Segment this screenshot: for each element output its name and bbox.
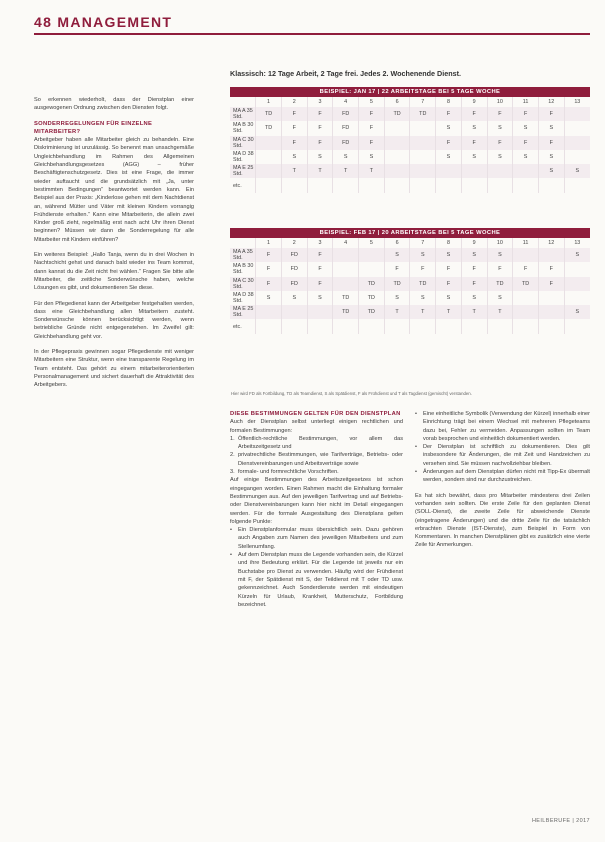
shift-cell: TD [513, 277, 539, 291]
shift-cell: TD [384, 107, 410, 121]
header-rule [34, 33, 590, 35]
shift-cell [384, 150, 410, 164]
shift-cell: T [461, 305, 487, 319]
schedule-table-jan [230, 87, 590, 193]
day-number: 13 [564, 97, 590, 107]
shift-cell: F [256, 277, 282, 291]
shift-cell: S [410, 291, 436, 305]
shift-cell: S [307, 150, 333, 164]
shift-cell [538, 291, 564, 305]
bullet-list [415, 410, 590, 485]
shift-cell [564, 121, 590, 135]
shift-cell [384, 121, 410, 135]
table-row [230, 248, 590, 262]
shift-cell: S [564, 305, 590, 319]
list-item [230, 451, 403, 468]
table-row [230, 262, 590, 276]
shift-cell [333, 262, 359, 276]
shift-cell [333, 277, 359, 291]
row-label: etc. [233, 323, 242, 330]
intro-paragraph: So erkennen wiederholt, dass der Dienstplan einer ausgewogenen Ordnung zwischen den Diensten folgt. [34, 97, 194, 112]
row-label: MA A 35 Std. [230, 107, 256, 121]
shift-cell [538, 248, 564, 262]
shift-cell [256, 164, 282, 178]
table-row [230, 178, 590, 192]
bullet-list [230, 526, 403, 609]
shift-cell [436, 164, 462, 178]
shift-cell [513, 305, 539, 319]
table-row [230, 121, 590, 135]
shift-cell [513, 178, 539, 192]
shift-cell: TD [410, 107, 436, 121]
shift-cell [384, 164, 410, 178]
day-number: 10 [487, 238, 513, 248]
shift-cell: S [487, 291, 513, 305]
shift-cell [564, 136, 590, 150]
shift-cell: F [281, 136, 307, 150]
bullet-item: • Eine einheitliche Symbolik (Verwendung der Kürzel) innerhalb einer Einrichtung trägt bei einem Wechsel mit mehreren Pflegeteams dazu bei, Fehler zu vermeiden. Anpassungen sollten im Team vorab besprochen und einheitlich dokumentiert werden. [415, 410, 590, 443]
section-heading-bestimmungen: DIESE BESTIMMUNGEN GELTEN FÜR DEN DIENSTPLAN [230, 411, 401, 417]
row-label: MA E 25 Std. [230, 305, 256, 319]
shift-cell: S [461, 150, 487, 164]
shift-cell: FD [281, 248, 307, 262]
shift-cell: F [307, 248, 333, 262]
paragraph: Es hat sich bewährt, dass pro Mitarbeiter mindestens drei Zeilen vorhanden sein sollten. Die erste Zeile für den geplanten Dienst (SOLL-Dienst), die zweite Zeile für abweichende Dienste (eingetragene Änderungen) und die dritte Zeile für die tatsächlich erbrachten Dienste (IST-Dienste), zum Beispiel in Form von Kommentaren. In manchen Dienstplänen gibt es zusätzlich eine vierte Zeile für Anmerkungen. [415, 492, 590, 549]
shift-cell [281, 305, 307, 319]
shift-cell: S [461, 248, 487, 262]
shift-cell: F [307, 262, 333, 276]
shift-cell [256, 178, 282, 192]
shift-cell: F [256, 248, 282, 262]
day-number: 8 [436, 97, 462, 107]
schedule-table-feb [230, 228, 590, 334]
shift-cell: F [436, 262, 462, 276]
shift-cell [564, 150, 590, 164]
day-number: 12 [538, 238, 564, 248]
shift-cell: F [436, 277, 462, 291]
shift-cell: S [436, 121, 462, 135]
shift-cell: T [436, 305, 462, 319]
shift-cell: T [384, 305, 410, 319]
paragraph: Auf einige Bestimmungen des Arbeitszeitgesetzes ist schon eingegangen worden. Einen Rahmen macht die Einhaltung formaler Bestimmungen aus. Auf den jeweiligen Tarifvertrag und auf Betriebs- oder Dienstvereinbarungen kann hier nicht im Detail eingegangen werden. Für die formale Ausgestaltung des Dienstplans gelten folgende Punkte: [230, 477, 403, 525]
shift-cell: F [359, 136, 385, 150]
shift-cell [538, 305, 564, 319]
shift-cell [410, 178, 436, 192]
list-item [230, 435, 403, 452]
shift-cell: F [513, 136, 539, 150]
shift-cell [564, 178, 590, 192]
shift-cell: F [436, 107, 462, 121]
shift-cell [410, 164, 436, 178]
shift-cell: S [461, 121, 487, 135]
left-column [34, 96, 194, 390]
day-number: 7 [410, 97, 436, 107]
day-number: 5 [359, 238, 385, 248]
shift-cell [410, 121, 436, 135]
shift-cell [333, 248, 359, 262]
shift-cell: F [513, 262, 539, 276]
day-number: 13 [564, 238, 590, 248]
shift-cell: S [256, 291, 282, 305]
row-label: MA E 25 Std. [230, 164, 256, 178]
shift-cell: TD [384, 277, 410, 291]
shift-cell: S [513, 150, 539, 164]
list-number: 2. [230, 452, 235, 459]
day-number: 4 [333, 97, 359, 107]
shift-cell [538, 178, 564, 192]
page-header-title: 48 MANAGEMENT [34, 14, 173, 30]
middle-column [230, 410, 403, 609]
shift-cell [564, 277, 590, 291]
table-row [230, 319, 590, 333]
shift-cell [256, 150, 282, 164]
shift-cell: F [359, 107, 385, 121]
shift-cell [410, 150, 436, 164]
shift-cell: T [359, 164, 385, 178]
day-number: 9 [461, 238, 487, 248]
shift-cell [307, 319, 333, 333]
shift-cell [384, 319, 410, 333]
shift-cell [564, 262, 590, 276]
shift-cell [461, 319, 487, 333]
shift-cell: F [487, 262, 513, 276]
klassisch-caption: Klassisch: 12 Tage Arbeit, 2 Tage frei. Jedes 2. Wochenende Dienst. [230, 69, 462, 78]
shift-cell: S [410, 248, 436, 262]
shift-cell: S [281, 291, 307, 305]
day-number: 3 [307, 97, 333, 107]
shift-cell [487, 164, 513, 178]
shift-cell [513, 319, 539, 333]
shift-cell: T [307, 164, 333, 178]
day-number: 6 [384, 97, 410, 107]
row-label: MA D 38 Std. [233, 151, 254, 164]
row-label: etc. [233, 182, 242, 189]
shift-cell: FD [333, 107, 359, 121]
row-label: MA A 35 Std. [230, 248, 256, 262]
shift-cell: S [461, 291, 487, 305]
day-header-row [230, 97, 590, 107]
list-item [230, 468, 403, 476]
table-title: BEISPIEL: JAN 17 | 22 ARBEITSTAGE BEI 5 TAGE WOCHE [230, 87, 590, 97]
shift-cell: F [281, 121, 307, 135]
shift-cell: S [513, 121, 539, 135]
shift-cell: S [436, 150, 462, 164]
day-number: 3 [307, 238, 333, 248]
row-label: MA B 30 Std. [233, 263, 254, 276]
shift-cell [384, 178, 410, 192]
right-column [415, 410, 590, 550]
shift-cell: TD [359, 277, 385, 291]
shift-cell: F [513, 107, 539, 121]
shift-cell: FD [333, 121, 359, 135]
list-text: formale- und formrechtliche Vorschriften. [238, 469, 339, 476]
shift-cell: F [281, 107, 307, 121]
shift-cell [436, 178, 462, 192]
shift-cell [384, 136, 410, 150]
shift-cell: FD [281, 262, 307, 276]
day-number: 1 [256, 97, 282, 107]
shift-cell [410, 136, 436, 150]
list-text: Öffentlich-rechtliche Bestimmungen, vor allem das Arbeitszeitgesetz und [238, 435, 403, 451]
shift-cell [538, 319, 564, 333]
shift-cell: S [333, 150, 359, 164]
shift-cell: T [281, 164, 307, 178]
row-label: MA C 30 Std. [230, 136, 256, 150]
shift-cell [256, 305, 282, 319]
table-row [230, 164, 590, 178]
shift-cell: F [384, 262, 410, 276]
table-row [230, 150, 590, 164]
shift-cell [513, 291, 539, 305]
shift-cell: F [307, 136, 333, 150]
shift-cell [307, 178, 333, 192]
shift-cell [436, 319, 462, 333]
shift-cell [333, 319, 359, 333]
shift-cell: S [436, 291, 462, 305]
list-text: privatrechtliche Bestimmungen, wie Tarifverträge, Betriebs- oder Dienstvereinbarungen und Arbeitsverträge sowie [238, 452, 403, 467]
day-number: 2 [281, 238, 307, 248]
shift-cell [513, 164, 539, 178]
shift-cell: S [487, 248, 513, 262]
shift-cell [256, 136, 282, 150]
shift-cell: F [307, 121, 333, 135]
corner-cell [230, 97, 256, 107]
shift-cell: S [538, 121, 564, 135]
row-label: MA C 30 Std. [230, 277, 256, 291]
day-header-row [230, 238, 590, 248]
paragraph: Ein weiteres Beispiel: „Hallo Tanja, wenn du in drei Wochen in Nachtschicht gehst und danach bald wieder ins Team kommst, dann kannst du die Zeit nicht frei wählen.“ Fragen Sie bitte alle Mitarbeiter, die zeitliche Sonderwünsche haben, welche Lösungen es gibt, und dokumentieren Sie diese. [34, 252, 194, 292]
shift-cell: F [359, 121, 385, 135]
shift-cell: TD [487, 277, 513, 291]
table-row [230, 291, 590, 305]
shift-cell [333, 178, 359, 192]
shift-cell: F [410, 262, 436, 276]
shift-cell: TD [256, 121, 282, 135]
day-number: 5 [359, 97, 385, 107]
list-number: 1. [230, 435, 235, 442]
shift-cell [359, 178, 385, 192]
day-number: 12 [538, 97, 564, 107]
shift-cell: TD [410, 277, 436, 291]
shift-cell [487, 178, 513, 192]
table-row [230, 107, 590, 121]
shift-cell: F [538, 277, 564, 291]
shift-cell: TD [256, 107, 282, 121]
day-number: 7 [410, 238, 436, 248]
shift-cell [461, 178, 487, 192]
shift-cell: S [384, 291, 410, 305]
shift-cell: FD [281, 277, 307, 291]
day-number: 8 [436, 238, 462, 248]
shift-cell: S [538, 164, 564, 178]
row-label: MA D 38 Std. [233, 292, 254, 305]
shift-cell: S [487, 121, 513, 135]
shift-cell [564, 291, 590, 305]
numbered-list [230, 435, 403, 476]
shift-cell: S [307, 291, 333, 305]
shift-cell: FD [333, 136, 359, 150]
shift-cell: S [436, 248, 462, 262]
table-row [230, 305, 590, 319]
shift-cell [359, 319, 385, 333]
shift-cell: F [538, 136, 564, 150]
paragraph: Auch der Dienstplan selbst unterliegt einigen rechtlichen und formalen Bestimmungen: [230, 419, 403, 434]
day-number: 9 [461, 97, 487, 107]
shift-cell: F [487, 136, 513, 150]
list-number: 3. [230, 469, 235, 476]
shift-cell: F [307, 107, 333, 121]
shift-cell: F [461, 262, 487, 276]
shift-cell: F [461, 277, 487, 291]
shift-cell: TD [333, 305, 359, 319]
shift-cell [461, 164, 487, 178]
table-title: BEISPIEL: FEB 17 | 20 ARBEITSTAGE BEI 5 TAGE WOCHE [230, 228, 590, 238]
shift-cell: S [281, 150, 307, 164]
shift-cell: F [436, 136, 462, 150]
shift-cell [564, 107, 590, 121]
shift-cell [281, 178, 307, 192]
row-label: MA B 30 Std. [233, 122, 254, 135]
shift-cell [359, 262, 385, 276]
day-number: 1 [256, 238, 282, 248]
shift-cell [410, 319, 436, 333]
paragraph: In der Pflegepraxis gewinnen sogar Pflegedienste mit weniger Mitarbeitern eine Struktur, wenn eine transparente Regelung im Team entsteht. Das gehört zu einem mitarbeiterorientierten Personalmanagement und sichert dauerhaft die Attraktivität des Arbeitgebers. [34, 349, 194, 389]
shift-cell: F [307, 277, 333, 291]
shift-cell: F [538, 107, 564, 121]
shift-cell: T [410, 305, 436, 319]
shift-cell: S [487, 150, 513, 164]
bullet-item: • Auf dem Dienstplan muss die Legende vorhanden sein, die Kürzel und ihre Bedeutung erklärt. Für die Legende ist jeweils nur ein Buchstabe pro Dienst zu verwenden. Häufig wird der Frühdienst mit F, der Spätdienst mit S, der Teildienst mit T oder TD usw. gekennzeichnet. Auch Sonderdienste werden mit eindeutigen Kürzeln für Urlaub, Krankheit, Mutterschutz, Fortbildung bezeichnet. [230, 551, 403, 609]
shift-cell: F [461, 107, 487, 121]
shift-cell: S [564, 248, 590, 262]
shift-cell: S [564, 164, 590, 178]
bullet-item: • Ein Dienstplanformular muss übersichtlich sein. Dazu gehören auch Angaben zum Namen des jeweiligen Mitarbeiters und zum Stellenumfang. [230, 526, 403, 551]
day-number: 10 [487, 97, 513, 107]
shift-cell [359, 248, 385, 262]
shift-cell: F [487, 107, 513, 121]
corner-cell [230, 238, 256, 248]
paragraph: Für den Pflegedienst kann der Arbeitgeber festgehalten werden, dass eine Gleichbehandlung allen Mitarbeitern zusteht. Sonderwünsche können berücksichtigt werden, wenn betriebliche Gründe nicht entgegenstehen. Im Zweifel gilt: Gleichbehandlung geht vor. [34, 300, 194, 340]
day-number: 11 [513, 97, 539, 107]
day-number: 4 [333, 238, 359, 248]
shift-cell [281, 319, 307, 333]
shift-cell: TD [333, 291, 359, 305]
section-heading-sonderregelungen: SONDERREGELUNGEN FÜR EINZELNE MITARBEITER? [34, 120, 153, 135]
shift-cell: T [487, 305, 513, 319]
day-number: 11 [513, 238, 539, 248]
shift-cell [487, 319, 513, 333]
shift-cell: T [333, 164, 359, 178]
shift-cell [513, 248, 539, 262]
table-footnote: Hier wird FD als Fortbildung, TD als Teamdienst, S als Spätdienst, F als Frühdienst und T als Tagdienst (gemischt) verstanden. [231, 391, 472, 396]
day-number: 6 [384, 238, 410, 248]
bullet-item: • Der Dienstplan ist schriftlich zu dokumentieren. Dies gilt insbesondere für Änderungen, die mit Zeit und Handzeichen zu versehen sind. Sie müssen nachvollziehbar bleiben. [415, 443, 590, 468]
bullet-item: • Änderungen auf dem Dienstplan dürfen nicht mit Tipp-Ex übermalt werden, sondern sind nur durchzustreichen. [415, 468, 590, 485]
page-footer: HEILBERUFE | 2017 [531, 818, 590, 824]
shift-cell: TD [359, 291, 385, 305]
table-row [230, 277, 590, 291]
shift-cell: F [538, 262, 564, 276]
day-number: 2 [281, 97, 307, 107]
shift-cell [307, 305, 333, 319]
shift-cell: S [384, 248, 410, 262]
shift-cell: S [538, 150, 564, 164]
shift-cell: F [256, 262, 282, 276]
shift-cell [564, 319, 590, 333]
table-row [230, 136, 590, 150]
shift-cell: S [359, 150, 385, 164]
shift-cell: F [461, 136, 487, 150]
shift-cell [256, 319, 282, 333]
paragraph: Arbeitgeber haben alle Mitarbeiter gleich zu behandeln. Eine Diskriminierung ist unzulässig. So benennt man unsachgemäße Ungleichbehandlung im Rahmen des Allgemeinen Gleichbehandlungsgesetzes (AGG) – früher Beschäftigtenschutzgesetz. Dies ist eine Frage, die immer wieder auftaucht und die grundsätzlich mit „Ja, unter bestimmten Bedingungen“ beantwortet werden kann. Ein Beispiel aus der Praxis: „Kinderlose gehen mit dem Nachtdienst an, während Mütter und Väter mit kleinen Kindern vorrangig Frühdienste erhalten.“ Kann eine Mitarbeiterin, die allein zwei Kinder groß zieht, regelmäßig erst nach acht Uhr ihren Dienst beginnen? Müssen wir dann die Sonderregelung für alle Mitarbeiter mit Kindern einführen? [34, 137, 194, 243]
shift-cell: TD [359, 305, 385, 319]
